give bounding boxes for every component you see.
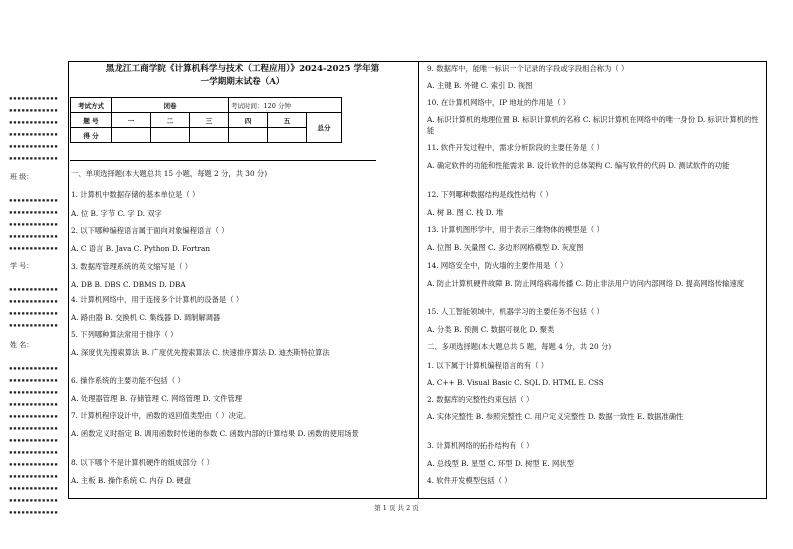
exam-mode-value: 闭卷: [112, 98, 229, 113]
question-5-options: A. 深度优先搜索算法 B. 广度优先搜索算法 C. 快速排序算法 D. 迪杰斯特拉算法: [71, 348, 330, 357]
question-2-options: A. C 语言 B. Java C. Python D. Fortran: [71, 244, 211, 253]
question-1-options: A. 位 B. 字节 C. 字 D. 双字: [71, 209, 162, 218]
question-15: 15. 人工智能领域中，机器学习的主要任务不包括（ ）: [427, 307, 604, 316]
question-13-options: A. 位图 B. 矢量图 C. 多边形网格模型 D. 灰度图: [427, 243, 584, 252]
question-no-label: 题 号: [71, 113, 112, 128]
question-11: 11. 软件开发过程中，需求分析阶段的主要任务是（ ）: [427, 143, 604, 152]
class-label: 班 级：: [10, 173, 34, 181]
score-cell-2[interactable]: [151, 128, 190, 143]
exam-title: [70, 63, 415, 89]
question-12: 12. 下列哪种数据结构是线性结构（ ）: [427, 190, 553, 199]
score-cell-4[interactable]: [229, 128, 268, 143]
question-4: 4. 计算机网络中，用于连接多个计算机的设备是（ ）: [71, 295, 244, 304]
question-9-options: A. 主键 B. 外键 C. 索引 D. 视图: [427, 81, 533, 90]
question-8: 8. 以下哪个不是计算机硬件的组成部分（ ）: [71, 458, 214, 467]
question-8-options: A. 主板 B. 操作系统 C. 内存 D. 硬盘: [71, 476, 192, 485]
question-6: 6. 操作系统的主要功能不包括（ ）: [71, 376, 185, 385]
section-rule: [70, 160, 376, 161]
question-3: 3. 数据库管理系统的英文缩写是（ ）: [71, 262, 193, 271]
question-3-options: A. DB B. DBS C. DBMS D. DBA: [71, 280, 186, 289]
exam-time: 考试时间：120 分钟: [229, 98, 342, 113]
exam-mode-label: 考试方式: [71, 98, 112, 113]
col-5: 五: [268, 113, 307, 128]
score-cell-3[interactable]: [190, 128, 229, 143]
question-5: 5. 下列哪种算法常用于排序（ ）: [71, 330, 178, 339]
multi-question-3-options: A. 总线型 B. 星型 C. 环型 D. 树型 E. 网状型: [427, 459, 574, 468]
multi-question-2: 2. 数据库的完整性约束包括（ ）: [427, 395, 534, 404]
col-3: 三: [190, 113, 229, 128]
section2-heading: 二、多项选择题(本大题总共 5 题，每题 4 分，共 20 分): [427, 342, 612, 351]
section1-heading: 一、单项选择题(本大题总共 15 小题，每题 2 分，共 30 分): [71, 169, 268, 178]
column-divider: [418, 61, 419, 498]
score-cell-5[interactable]: [268, 128, 307, 143]
question-11-options: A. 确定软件的功能和性能需求 B. 设计软件的总体架构 C. 编写软件的代码 D. 测试软件的功能: [427, 161, 730, 170]
score-cell-1[interactable]: [112, 128, 151, 143]
question-10: 10. 在计算机网络中，IP 地址的作用是（ ）: [427, 98, 571, 107]
exam-title-line1: 黑龙江工商学院《计算机科学与技术（工程应用）》2024-2025 学年第: [105, 64, 380, 74]
multi-question-4: 4. 软件开发模型包括（ ）: [427, 476, 512, 485]
question-7: 7. 计算机程序设计中，函数的返回值类型由（ ）决定。: [71, 411, 251, 420]
question-9: 9. 数据库中，能唯一标识一个记录的字段或字段组合称为（ ）: [427, 64, 629, 73]
question-1: 1. 计算机中数据存储的基本单位是（ ）: [71, 190, 200, 199]
multi-question-1: 1. 以下属于计算机编程语言的有（ ）: [427, 361, 549, 370]
question-13: 13. 计算机图形学中，用于表示三维物体的模型是（ ）: [427, 225, 604, 234]
question-2: 2. 以下哪种编程语言属于面向对象编程语言（ ）: [71, 226, 229, 235]
question-14-options: A. 防止计算机硬件故障 B. 防止网络病毒传播 C. 防止非法用户访问内部网络 D. 提高网络传输速度: [427, 279, 745, 288]
question-12-options: A. 树 B. 图 C. 栈 D. 堆: [427, 208, 504, 217]
multi-question-2-options: A. 实体完整性 B. 参照完整性 C. 用户定义完整性 D. 数据一致性 E. 数据准确性: [427, 412, 684, 421]
page-number: 第 1 页 共 2 页: [374, 504, 419, 512]
multi-question-3: 3. 计算机网络的拓扑结构有（ ）: [427, 441, 534, 450]
question-6-options: A. 处理器管理 B. 存储管理 C. 网络管理 D. 文件管理: [71, 394, 243, 403]
score-table: [70, 97, 342, 143]
multi-question-1-options: A. C++ B. Visual Basic C. SQL D. HTML E. CSS: [427, 378, 604, 387]
name-label: 姓 名：: [10, 341, 34, 349]
question-14: 14. 网络安全中，防火墙的主要作用是（ ）: [427, 261, 568, 270]
col-1: 一: [112, 113, 151, 128]
question-7-options: A. 函数定义时指定 B. 调用函数时传递的参数 C. 函数内部的计算结果 D. 函数的使用场景: [71, 429, 359, 438]
exam-title-line2: 一学期期末试卷（A）: [200, 77, 285, 87]
question-15-options: A. 分类 B. 预测 C. 数据可视化 D. 聚类: [427, 325, 555, 334]
col-2: 二: [151, 113, 190, 128]
question-4-options: A. 路由器 B. 交换机 C. 集线器 D. 调制解调器: [71, 313, 221, 322]
question-10-options: A. 标识计算机的地理位置 B. 标识计算机的名称 C. 标识计算机在网络中的唯一身份 D. 标识计算机的性能: [427, 115, 759, 135]
score-label: 得 分: [71, 128, 112, 143]
total-label: 总分: [307, 113, 342, 143]
student-id-label: 学 号：: [10, 262, 34, 270]
col-4: 四: [229, 113, 268, 128]
